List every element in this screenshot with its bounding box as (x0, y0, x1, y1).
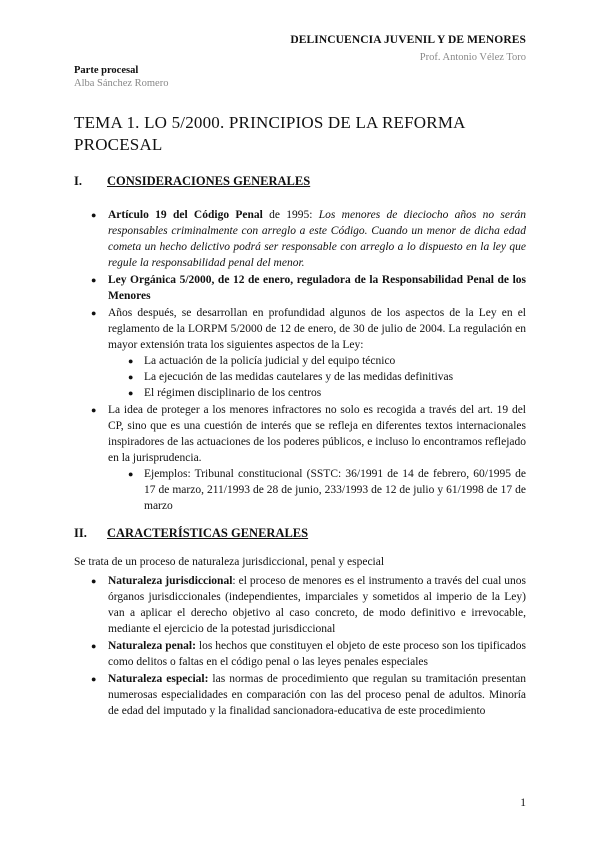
list-item (74, 305, 526, 401)
item-text: La idea de proteger a los menores infractores no solo es recogida a través del art. 19 del CP, sino que es una cuestión de interés que se refleja en diferentes textos internacionales inspiradores de las actuaciones de los poderes públicos, e incluso lo encontramos reflejado en la jurisprudencia. (108, 404, 526, 464)
section-intro: Se trata de un proceso de naturaleza jurisdiccional, penal y especial (74, 556, 385, 568)
bold-lead: Ley Orgánica 5/2000, de 12 de enero, reguladora de la Responsabilidad Penal de los Menores (108, 274, 526, 302)
list-item (74, 272, 526, 304)
subject-block (74, 65, 168, 89)
section-heading-2 (74, 526, 308, 541)
list-item (74, 573, 526, 637)
course-title: DELINCUENCIA JUVENIL Y DE MENORES (290, 34, 526, 46)
item-text: las normas de procedimiento que regulan su tramitación presentan numerosas especialidades en comparación con las del proceso penal de adultos. Minoría de edad del imputado y la finalidad sancionadora-educativa de este procedimiento (108, 673, 526, 717)
section-number: II. (74, 526, 87, 540)
characteristics-list (74, 573, 526, 720)
item-text: de 1995: (262, 209, 319, 221)
sub-list (108, 353, 526, 401)
sub-item: ● Ejemplos: Tribunal constitucional (SSTC: 36/1991 de 14 de febrero, 60/1995 de 17 de marzo, 211/1993 de 28 de junio, 233/1993 de 12 de julio y 61/1998 de 17 de marzo (108, 466, 526, 514)
list-item (74, 207, 526, 271)
bold-lead: Naturaleza especial: (108, 673, 209, 685)
section-heading-1 (74, 174, 310, 189)
section-number: I. (74, 174, 82, 188)
section-title: CONSIDERACIONES GENERALES (107, 174, 311, 188)
bold-lead: Naturaleza jurisdiccional (108, 575, 233, 587)
list-item (74, 671, 526, 719)
author-name: Alba Sánchez Romero (74, 78, 169, 89)
sub-item: ● El régimen disciplinario de los centros (108, 385, 526, 401)
page-header (290, 34, 526, 63)
item-text: : el proceso de menores es el instrumento a través del cual unos órganos jurisdiccionales (independientes, imparciales y sometidos al imperio de la Ley) van a aplicar el derecho objetivo al caso concreto, de modo definitivo e irrevocable, mediante el ejercicio de la potestad jurisdiccional (108, 575, 527, 635)
considerations-list (74, 207, 526, 515)
document-title: TEMA 1. LO 5/2000. PRINCIPIOS DE LA REFORMA PROCESAL (74, 113, 465, 154)
professor-name: Prof. Antonio Vélez Toro (419, 52, 526, 63)
sub-item: ● La actuación de la policía judicial y del equipo técnico (108, 353, 526, 369)
sub-item: ● La ejecución de las medidas cautelares y de las medidas definitivas (108, 369, 526, 385)
italic-quote: Los menores de dieciocho años no serán responsables criminalmente con arreglo a este Código. Cuando un menor de dicha edad cometa un hecho delictivo podrá ser responsable con arreglo a lo dispuesto en la ley que regule la responsabilidad penal del menor. (108, 209, 526, 269)
list-item (74, 402, 526, 514)
page-number: 1 (520, 797, 526, 809)
section-title: CARACTERÍSTICAS GENERALES (107, 526, 309, 540)
sub-list (108, 466, 526, 514)
bold-lead: Naturaleza penal: (108, 640, 196, 652)
bold-lead: Artículo 19 del Código Penal (108, 209, 263, 221)
subject-label: Parte procesal (74, 65, 139, 76)
item-text: los hechos que constituyen el objeto de este proceso son los tipificados como delitos o faltas en el código penal o las leyes penales especiales (108, 640, 526, 668)
list-item (74, 638, 526, 670)
item-text: Años después, se desarrollan en profundidad algunos de los aspectos de la Ley en el reglamento de la LORPM 5/2000 de 12 de enero, de 30 de julio de 2004. La regulación en mayor extensión trata los siguientes aspectos de la Ley: (108, 307, 526, 351)
